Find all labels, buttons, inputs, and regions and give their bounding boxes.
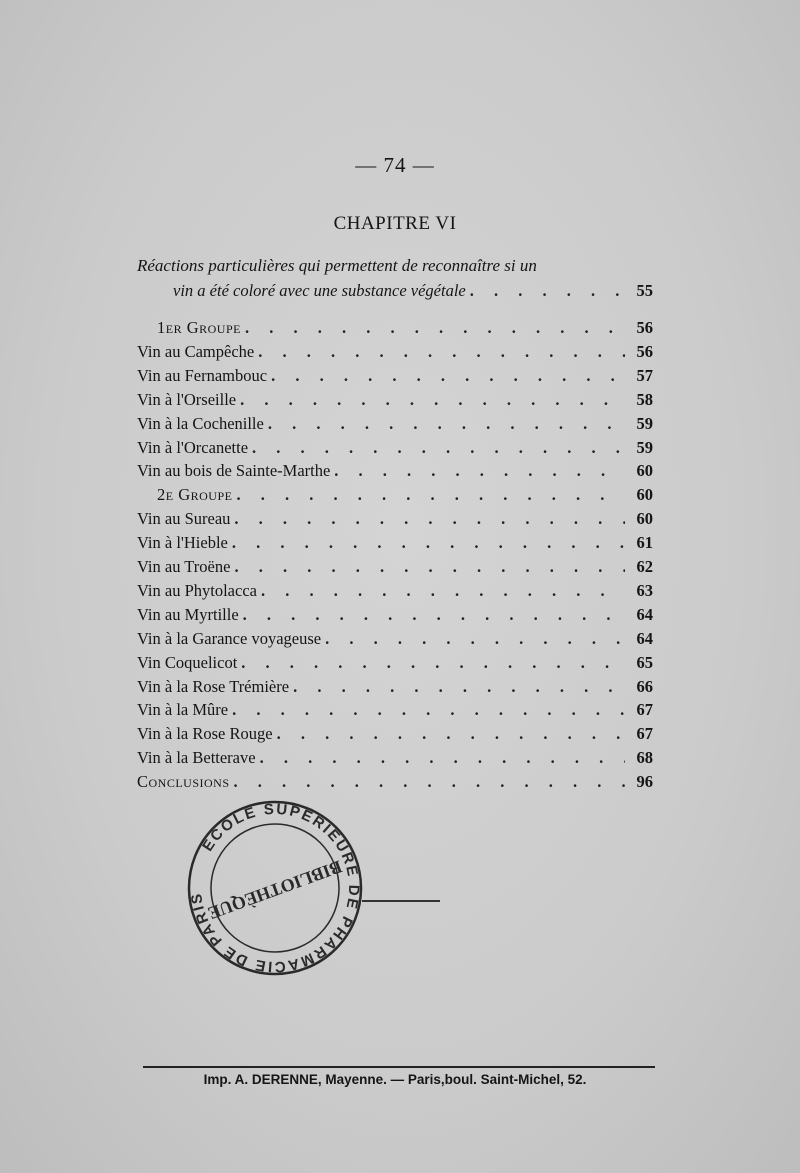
toc-entry-page: 60 [636, 485, 653, 505]
svg-text:ÉCOLE SUPÉRIEURE DE PHARMACIE: ÉCOLE SUPÉRIEURE DE PHARMACIE DE PARIS [187, 800, 363, 976]
leader-dots [470, 281, 625, 301]
toc-entry-page: 66 [636, 676, 653, 696]
toc-entry-page: 60 [636, 461, 653, 481]
page-number: — 74 — [355, 153, 435, 177]
toc-entry-label: Vin au Sureau [137, 509, 231, 529]
toc-entry [137, 629, 653, 653]
toc-entry-page: 67 [636, 700, 653, 720]
leader-dots [232, 533, 625, 553]
toc-entry [137, 581, 653, 605]
toc-entry [137, 438, 653, 462]
leader-dots [245, 318, 625, 338]
toc-entry-label: Vin à l'Orseille [137, 389, 237, 409]
toc-entry-label: Vin au Fernambouc [137, 365, 268, 385]
toc-entry-label: Vin à la Rose Trémière [137, 676, 290, 696]
toc-entry [137, 724, 653, 748]
toc-entry [137, 318, 653, 342]
toc-entry [137, 485, 653, 509]
leader-dots [260, 748, 625, 768]
toc-entry-page: 61 [636, 533, 653, 553]
leader-dots [325, 629, 625, 649]
page-ref: 55 [636, 281, 653, 300]
leader-dots [277, 724, 625, 744]
toc-entry-label: Conclusions [137, 772, 230, 792]
toc-entry [137, 390, 653, 414]
toc-entry-page: 59 [636, 437, 653, 457]
toc-entry [137, 772, 653, 796]
toc-entry-label: 1er Groupe [157, 318, 241, 337]
footer-rule [143, 1066, 655, 1068]
toc-entry-label: Vin à la Betterave [137, 748, 256, 768]
toc-entry-page: 62 [636, 557, 653, 576]
toc-entry-label: Vin à la Rose Rouge [137, 724, 273, 744]
leader-dots [232, 700, 625, 720]
leader-dots [334, 461, 625, 481]
toc-entry [137, 677, 653, 701]
leader-dots [240, 390, 625, 410]
toc-entry-label: Vin au Troëne [137, 557, 231, 576]
leader-dots [268, 414, 625, 434]
toc-entry [137, 700, 653, 724]
leader-dots [241, 653, 625, 673]
leader-dots [236, 485, 625, 505]
toc-entry-label: Vin au Phytolacca [137, 580, 257, 600]
toc-entry-page: 65 [636, 652, 653, 672]
toc-entry-page: 59 [636, 413, 653, 433]
leader-dots [293, 677, 625, 697]
toc-entry-page: 96 [636, 772, 653, 792]
leader-dots [234, 772, 625, 792]
toc-entry [137, 342, 653, 366]
leader-dots [243, 605, 625, 625]
toc-entry [137, 533, 653, 557]
svg-text:BIBLIOTHÈQUE: BIBLIOTHÈQUE [205, 856, 345, 924]
toc-entry-page: 60 [636, 509, 653, 529]
leader-dots [234, 509, 625, 529]
toc-entry-page: 58 [636, 389, 653, 409]
toc-entry-page: 63 [636, 580, 653, 600]
intro-line-2: vin a été coloré avec une substance végétale [173, 281, 466, 300]
stamp-rule [362, 900, 440, 902]
toc-entry-page: 64 [636, 604, 653, 624]
toc-entry-label: Vin Coquelicot [137, 652, 238, 672]
toc-entry [137, 461, 653, 485]
toc-intro-row [137, 281, 653, 305]
printer-imprint: Imp. A. DERENNE, Mayenne. — Paris,boul. Saint-Michel, 52. [203, 1072, 587, 1087]
leader-dots [261, 581, 625, 601]
leader-dots [252, 438, 625, 458]
leader-dots [234, 557, 625, 577]
leader-dots [271, 366, 625, 386]
chapter-heading: CHAPITRE VI [333, 213, 457, 234]
toc-entry-page: 57 [636, 365, 653, 385]
toc-entry [137, 653, 653, 677]
toc-entry-page: 67 [636, 724, 653, 744]
toc-entry [137, 605, 653, 629]
toc-entry-page: 56 [636, 318, 653, 337]
toc-entry-page: 56 [636, 341, 653, 361]
toc-entry-label: Vin à la Garance voyageuse [137, 628, 322, 648]
library-stamp [187, 800, 363, 976]
toc-entry-label: Vin au Myrtille [137, 604, 239, 624]
toc-entry-label: Vin à l'Hieble [137, 533, 228, 553]
intro-line-1: Réactions particulières qui permettent de reconnaître si un [137, 256, 537, 275]
toc-entry-label: Vin à l'Orcanette [137, 437, 249, 457]
toc-entry [137, 748, 653, 772]
toc-entry-page: 68 [636, 748, 653, 768]
toc-entry-label: Vin à la Cochenille [137, 413, 264, 433]
toc-entry [137, 414, 653, 438]
toc-entry-label: Vin au Campêche [137, 341, 255, 361]
leader-dots [258, 342, 625, 362]
toc-entry [137, 366, 653, 390]
toc-entry [137, 509, 653, 533]
toc-entry-label: Vin au bois de Sainte-Marthe [137, 461, 331, 481]
toc-entry-label: Vin à la Mûre [137, 700, 229, 720]
toc-entry [137, 557, 653, 581]
toc-entry-label: 2e Groupe [157, 485, 233, 505]
toc-entry-page: 64 [636, 628, 653, 648]
